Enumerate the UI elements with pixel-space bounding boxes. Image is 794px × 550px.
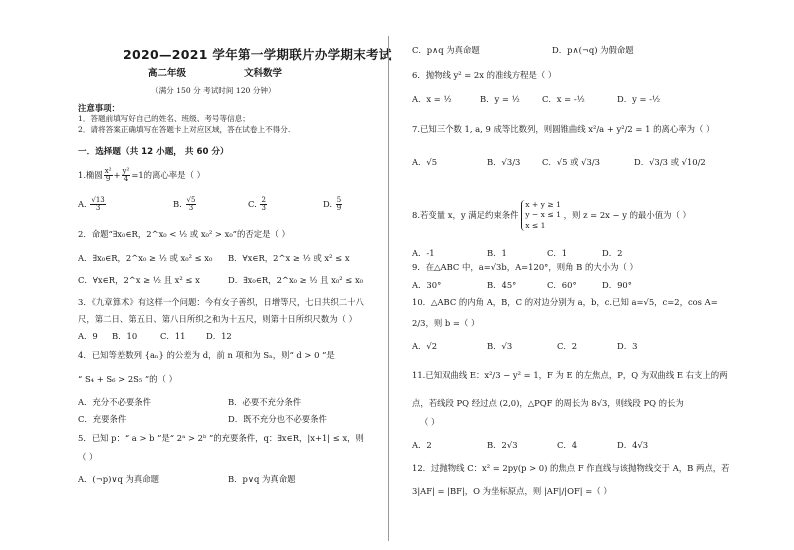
q8-option-a[interactable]: A．-1 [412,248,435,258]
q3-option-a[interactable]: A．9 [78,331,98,341]
q2-option-c[interactable]: C．∀x∈R，2^x ≥ ½ 且 x² ≤ x [78,275,200,285]
q4-option-a[interactable]: A．充分不必要条件 [78,397,152,407]
question-7-stem: 7.已知三个数 1, a, 9 成等比数列，则圆锥曲线 x²/a + y²/2 = 1 的离心率为（ ） [412,124,715,134]
plus-sign: + [113,170,121,180]
q8-option-b[interactable]: B．1 [487,248,507,258]
q5-option-a[interactable]: A．(¬p)∨q 为真命题 [78,474,159,484]
notice-item-2: 2．请将答案正确填写在答题卡上对应区域，答在试卷上不得分. [78,125,291,134]
q5-option-c[interactable]: C．p∧q 为真命题 [412,45,480,55]
q8-option-c[interactable]: C．1 [547,248,568,258]
section-heading: 一．选择题（共 12 小题， 共 60 分） [78,147,229,157]
question-1-stem [78,168,205,183]
q9-option-c[interactable]: C．60° [547,280,577,290]
q10-option-a[interactable]: A．√2 [412,341,438,351]
exam-meta: （满分 150 分 考试时间 120 分钟） [151,86,276,95]
q4-option-d[interactable]: D．既不充分也不必要条件 [228,414,327,424]
fraction: $\frac{\text{y²}}{4}$ [122,167,130,183]
q11-option-b[interactable]: B．2√3 [487,440,518,450]
q7-option-c[interactable]: C．√5 或 √3/3 [542,157,600,167]
q6-option-b[interactable]: B．y = ½ [480,94,520,104]
fraction: $\frac{\text{x²}}{9}$ [104,167,112,183]
exam-title: 2020—2021 学年第一学期联片办学期末考试 [123,47,392,62]
question-10-line-1: 10．△ABC 的内角 A，B，C 的对边分别为 a，b，c.已知 a=√5，c=2，cos A= [412,297,718,307]
notice-item-1: 1．答题前填写好自己的姓名、班级、考号等信息； [78,114,250,123]
q9-option-a[interactable]: A．30° [412,280,442,290]
q11-option-c[interactable]: C．4 [557,440,578,450]
question-12-line-2: 3|AF| = |BF|，O 为坐标原点，则 |AF|/|OF| =（ ） [412,486,612,496]
q2-option-a[interactable]: A．∃x₀∈R，2^x₀ ≥ ½ 或 x₀² ≤ x₀ [78,253,213,263]
right-column [402,0,730,550]
q6-option-c[interactable]: C．x = -½ [542,94,585,104]
q7-option-b[interactable]: B．√3/3 [487,157,521,167]
question-3-line-2: 尺，第二日、第五日、第八日所织之和为十五尺，则第十日所织尺数为（ ） [78,314,358,324]
grade-label: 高二年级 [148,68,187,79]
q8-option-d[interactable]: D．2 [602,248,623,258]
q1-option-c[interactable]: C. $\frac{2}{3}$ [248,196,266,212]
q6-option-d[interactable]: D．y = -½ [617,94,661,104]
q9-option-b[interactable]: B．45° [487,280,517,290]
subject-label: 文科数学 [244,68,283,79]
constraint-system: x + y ≥ 1 y − x ≤ 1 x ≤ 1 [521,200,561,231]
question-3-line-1: 3．《九章算术》有这样一个问题：今有女子善织，日增等尺，七日共织二十八 [78,297,364,307]
q6-option-a[interactable]: A．x = ½ [412,94,452,104]
question-10-line-2: 2/3，则 b =（ ） [412,318,480,328]
question-5-line-2: （ ） [78,452,98,462]
q7-option-a[interactable]: A．√5 [412,157,438,167]
q3-option-d[interactable]: D．12 [206,331,232,341]
q3-option-c[interactable]: C．11 [160,331,186,341]
q1-prefix: 1.椭圆 [78,170,103,180]
question-11-line-1: 11.已知双曲线 E：x²/3 − y² = 1，F 为 E 的左焦点，P，Q 为双曲线 E 右支上的两 [412,370,728,380]
q2-option-d[interactable]: D．∃x₀∈R，2^x₀ ≥ ½ 且 x₀² ≤ x₀ [228,275,364,285]
q11-option-a[interactable]: A．2 [412,440,432,450]
column-divider [388,36,389,541]
question-11-line-3: （ ） [420,417,440,427]
question-11-line-2: 点，若线段 PQ 经过点 (2,0)，△PQF 的周长为 8√3，则线段 PQ 的长为 [412,398,684,408]
q10-option-b[interactable]: B．√3 [487,341,513,351]
q11-option-d[interactable]: D．4√3 [617,440,649,450]
question-8-stem: 8.若变量 x，y 满足约束条件 x + y ≥ 1 y − x ≤ 1 x ≤ 1 ，则 z = 2x − y 的最小值为（ ） [412,200,691,230]
question-12-line-1: 12．过抛物线 C：x² = 2py(p > 0) 的焦点 F 作直线与该抛物线交于 A，B 两点，若 [412,463,730,473]
question-4-line-2: “ S₄ + S₆ > 2S₅ ”的（ ） [78,374,177,384]
q1-option-b[interactable]: B. $\frac{√5}{3}$ [173,196,196,212]
q7-option-d[interactable]: D．√3/3 或 √10/2 [634,157,706,167]
q2-option-b[interactable]: B．∀x∈R，2^x ≥ ½ 或 x² ≤ x [228,253,350,263]
question-9-stem: 9．在△ABC 中，a=√3b，A=120°，则角 B 的大小为（ ） [412,262,638,272]
left-column [78,0,392,550]
q9-option-d[interactable]: D．90° [602,280,632,290]
q4-option-b[interactable]: B．必要不充分条件 [228,397,302,407]
q1-suffix: =1的离心率是（ ） [131,170,205,180]
q1-option-d[interactable]: D. $\frac{5}{9}$ [323,196,342,212]
question-2-stem: 2．命题“∃x₀∈R，2^x₀ < ½ 或 x₀² > x₀”的否定是（ ） [78,229,290,239]
question-5-line-1: 5．已知 p：“ a > b ”是“ 2ᵃ > 2ᵇ ”的充要条件，q：∃x∈R，|x+1| ≤ x，则 [78,433,364,443]
q10-option-d[interactable]: D．3 [617,341,638,351]
q4-option-c[interactable]: C．充要条件 [78,414,127,424]
q5-option-d[interactable]: D．p∧(¬q) 为假命题 [552,45,634,55]
q1-option-a[interactable]: A. $\frac{√13}{3}$ [78,196,105,212]
question-6-stem: 6．抛物线 y² = 2x 的准线方程是（ ） [412,70,557,80]
q10-option-c[interactable]: C．2 [557,341,578,351]
notice-heading: 注意事项： [78,103,120,113]
question-4-line-1: 4．已知等差数列 {aₙ} 的公差为 d，前 n 项和为 Sₙ，则“ d > 0 ”是 [78,350,335,360]
q5-option-b[interactable]: B．p∨q 为真命题 [228,474,296,484]
q3-option-b[interactable]: B．10 [112,331,138,341]
